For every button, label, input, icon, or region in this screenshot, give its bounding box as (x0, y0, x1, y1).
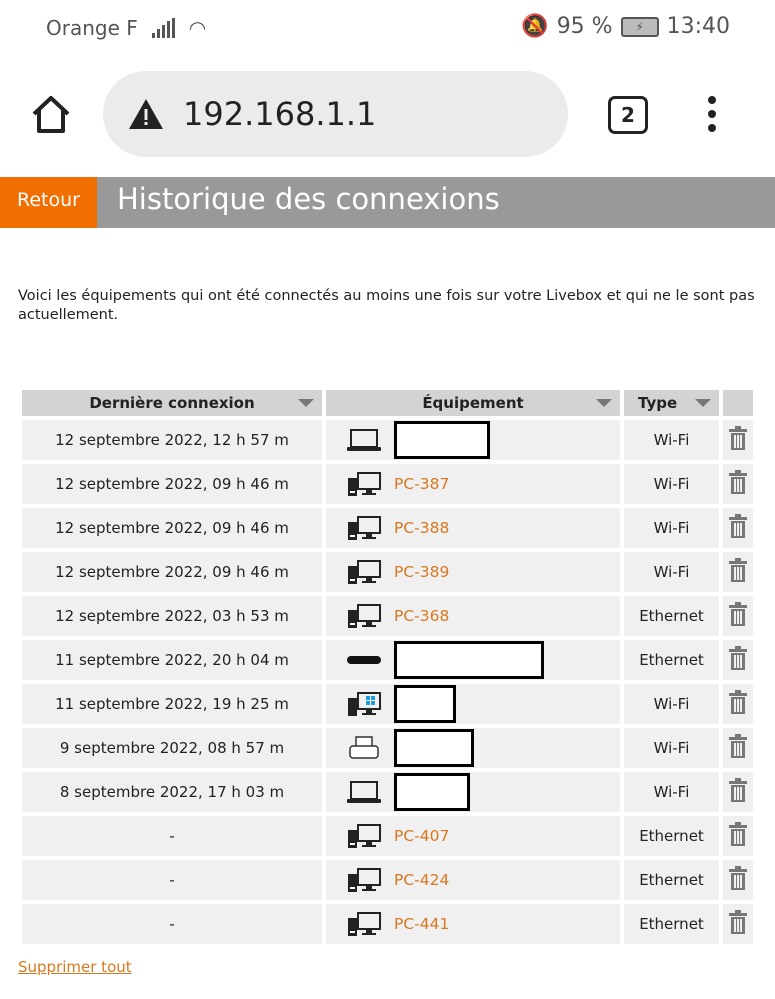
page-header (0, 177, 775, 228)
last-connection-cell: 12 septembre 2022, 09 h 46 m (22, 508, 322, 548)
table-row (22, 684, 753, 724)
device-cell (326, 728, 620, 768)
device-cell (326, 508, 620, 548)
device-cell (326, 772, 620, 812)
device-cell (326, 640, 620, 680)
signal-icon (152, 18, 175, 38)
trash-icon[interactable] (729, 866, 747, 890)
delete-all-link[interactable]: Supprimer tout (18, 958, 132, 976)
last-connection-cell: - (22, 904, 322, 944)
table-row (22, 464, 753, 504)
table-row (22, 728, 753, 768)
trash-icon[interactable] (729, 426, 747, 450)
battery-percent: 95 % (556, 14, 613, 39)
status-bar (0, 0, 775, 56)
last-connection-cell: 11 septembre 2022, 20 h 04 m (22, 640, 322, 680)
delete-cell (723, 640, 753, 680)
redacted-device-name (394, 773, 470, 811)
type-cell: Wi-Fi (624, 552, 719, 592)
last-connection-cell: 12 septembre 2022, 03 h 53 m (22, 596, 322, 636)
redacted-device-name (394, 421, 490, 459)
device-cell (326, 596, 620, 636)
last-connection-cell: - (22, 860, 322, 900)
table-row (22, 640, 753, 680)
type-cell: Ethernet (624, 816, 719, 856)
last-connection-cell: 8 septembre 2022, 17 h 03 m (22, 772, 322, 812)
laptop-icon (346, 427, 382, 453)
table-row (22, 596, 753, 636)
delete-cell (723, 552, 753, 592)
column-header-device[interactable] (326, 390, 620, 416)
device-name-link[interactable]: PC-407 (394, 827, 450, 845)
last-connection-cell: - (22, 816, 322, 856)
device-cell (326, 464, 620, 504)
trash-icon[interactable] (729, 602, 747, 626)
battery-icon: ⚡ (621, 17, 659, 37)
delete-cell (723, 508, 753, 548)
trash-icon[interactable] (729, 734, 747, 758)
desktop-icon (346, 867, 382, 893)
header-label: Type (638, 394, 678, 412)
printer-icon (346, 735, 382, 761)
table-row (22, 552, 753, 592)
delete-cell (723, 684, 753, 724)
delete-cell (723, 420, 753, 460)
clock: 13:40 (666, 14, 730, 39)
last-connection-cell: 9 septembre 2022, 08 h 57 m (22, 728, 322, 768)
more-menu-icon[interactable] (708, 96, 720, 138)
browser-toolbar (0, 56, 775, 176)
warning-icon (127, 97, 165, 131)
device-cell (326, 684, 620, 724)
trash-icon[interactable] (729, 646, 747, 670)
device-name-link[interactable]: PC-389 (394, 563, 450, 581)
desktop-icon (346, 559, 382, 585)
connections-table (18, 386, 757, 948)
table-row (22, 508, 753, 548)
last-connection-cell: 11 septembre 2022, 19 h 25 m (22, 684, 322, 724)
back-button[interactable]: Retour (0, 177, 97, 228)
type-cell: Wi-Fi (624, 684, 719, 724)
header-label: Dernière connexion (89, 394, 255, 412)
device-cell (326, 420, 620, 460)
wifi-icon: ◠ (188, 16, 207, 40)
delete-cell (723, 816, 753, 856)
url-text: 192.168.1.1 (183, 95, 377, 133)
bell-muted-icon: 🔕 (521, 14, 549, 39)
type-cell: Wi-Fi (624, 728, 719, 768)
table-row (22, 860, 753, 900)
table-row (22, 904, 753, 944)
desktop-icon (346, 911, 382, 937)
sort-arrow-icon[interactable] (298, 399, 314, 407)
redacted-device-name (394, 729, 474, 767)
windows-desktop-icon (346, 691, 382, 717)
desktop-icon (346, 515, 382, 541)
trash-icon[interactable] (729, 470, 747, 494)
redacted-device-name (394, 641, 544, 679)
device-name-link[interactable]: PC-424 (394, 871, 450, 889)
device-name-link[interactable]: PC-368 (394, 607, 450, 625)
trash-icon[interactable] (729, 514, 747, 538)
delete-cell (723, 772, 753, 812)
type-cell: Ethernet (624, 860, 719, 900)
sort-arrow-icon[interactable] (596, 399, 612, 407)
box-icon (346, 647, 382, 673)
type-cell: Wi-Fi (624, 420, 719, 460)
desktop-icon (346, 823, 382, 849)
table-row (22, 816, 753, 856)
device-name-link[interactable]: PC-441 (394, 915, 450, 933)
trash-icon[interactable] (729, 778, 747, 802)
type-cell: Wi-Fi (624, 508, 719, 548)
tab-switcher-button[interactable]: 2 (608, 96, 648, 134)
laptop-icon (346, 779, 382, 805)
redacted-device-name (394, 685, 456, 723)
trash-icon[interactable] (729, 690, 747, 714)
column-header-delete (723, 390, 753, 416)
carrier: Orange F (46, 16, 138, 40)
type-cell: Ethernet (624, 640, 719, 680)
delete-cell (723, 464, 753, 504)
delete-cell (723, 728, 753, 768)
home-icon[interactable] (30, 94, 72, 134)
type-cell: Wi-Fi (624, 772, 719, 812)
device-cell (326, 860, 620, 900)
device-name-link[interactable]: PC-387 (394, 475, 450, 493)
table-row (22, 420, 753, 460)
header-label: Équipement (422, 394, 524, 412)
trash-icon[interactable] (729, 822, 747, 846)
last-connection-cell: 12 septembre 2022, 09 h 46 m (22, 464, 322, 504)
page-title: Historique des connexions (117, 182, 500, 216)
device-cell (326, 552, 620, 592)
column-header-last-connection[interactable] (22, 390, 322, 416)
desktop-icon (346, 603, 382, 629)
last-connection-cell: 12 septembre 2022, 12 h 57 m (22, 420, 322, 460)
address-bar[interactable] (103, 71, 568, 157)
trash-icon[interactable] (729, 910, 747, 934)
desktop-icon (346, 471, 382, 497)
column-header-type[interactable] (624, 390, 719, 416)
type-cell: Ethernet (624, 596, 719, 636)
table-row (22, 772, 753, 812)
last-connection-cell: 12 septembre 2022, 09 h 46 m (22, 552, 322, 592)
device-name-link[interactable]: PC-388 (394, 519, 450, 537)
delete-cell (723, 860, 753, 900)
type-cell: Ethernet (624, 904, 719, 944)
type-cell: Wi-Fi (624, 464, 719, 504)
device-cell (326, 904, 620, 944)
sort-arrow-icon[interactable] (695, 399, 711, 407)
trash-icon[interactable] (729, 558, 747, 582)
delete-cell (723, 904, 753, 944)
device-cell (326, 816, 620, 856)
delete-cell (723, 596, 753, 636)
intro-text: Voici les équipements qui ont été connectés au moins une fois sur votre Livebox et qui ne le sont pas actuellement. (18, 288, 755, 323)
